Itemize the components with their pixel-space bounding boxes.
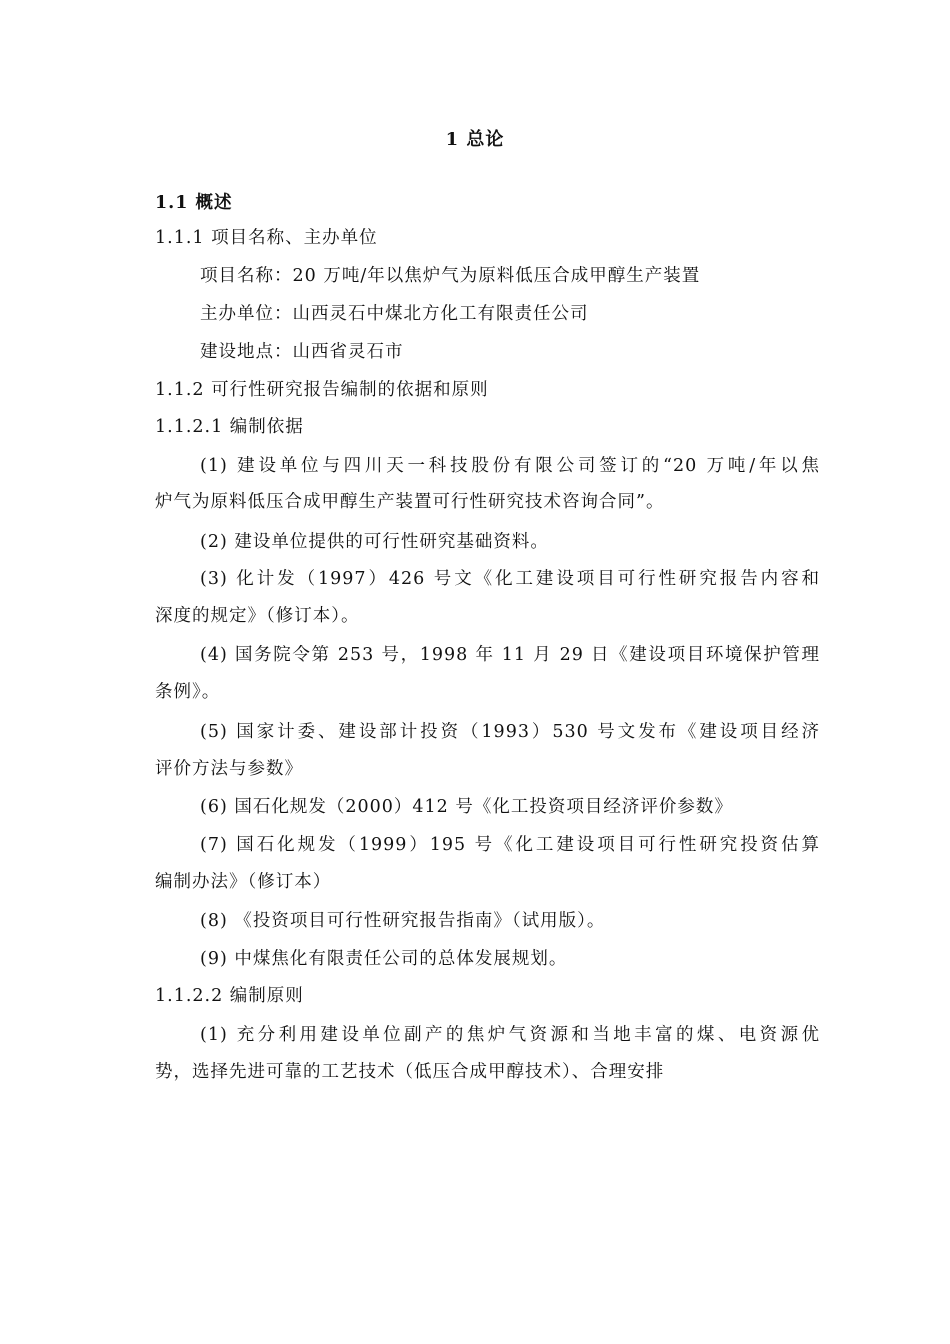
list-item: (9) 中煤焦化有限责任公司的总体发展规划。 <box>200 949 568 969</box>
subsubsection-heading: 1.1.2.1 编制依据 <box>155 417 304 437</box>
list-item-continuation: 炉气为原料低压合成甲醇生产装置可行性研究技术咨询合同”。 <box>155 492 665 512</box>
location-line: 建设地点：山西省灵石市 <box>200 342 404 362</box>
list-item-continuation: 条例》。 <box>155 682 221 702</box>
list-item-continuation: 编制办法》（修订本） <box>155 872 332 892</box>
section-heading: 1.1 概述 <box>155 193 233 213</box>
list-item-continuation: 势，选择先进可靠的工艺技术（低压合成甲醇技术）、合理安排 <box>155 1062 665 1082</box>
list-item: (1) 充分利用建设单位副产的焦炉气资源和当地丰富的煤、电资源优 <box>200 1025 820 1045</box>
list-item: (3) 化计发（1997）426 号文《化工建设项目可行性研究报告内容和 <box>200 569 820 589</box>
list-item: (1) 建设单位与四川天一科技股份有限公司签订的“20 万吨/年以焦 <box>200 456 820 476</box>
list-item: (4) 国务院令第 253 号，1998 年 11 月 29 日《建设项目环境保护管理 <box>200 645 820 665</box>
list-item: (5) 国家计委、建设部计投资（1993）530 号文发布《建设项目经济 <box>200 722 820 742</box>
list-item: (8) 《投资项目可行性研究报告指南》（试用版）。 <box>200 911 606 931</box>
project-name-line: 项目名称：20 万吨/年以焦炉气为原料低压合成甲醇生产装置 <box>200 266 701 286</box>
list-item: (6) 国石化规发（2000）412 号《化工投资项目经济评价参数》 <box>200 797 733 817</box>
subsubsection-heading: 1.1.2.2 编制原则 <box>155 986 304 1006</box>
list-item-continuation: 深度的规定》（修订本）。 <box>155 606 360 626</box>
subsection-heading: 1.1.1 项目名称、主办单位 <box>155 228 378 248</box>
sponsor-line: 主办单位：山西灵石中煤北方化工有限责任公司 <box>200 304 589 324</box>
list-item: (2) 建设单位提供的可行性研究基础资料。 <box>200 532 549 552</box>
subsection-heading: 1.1.2 可行性研究报告编制的依据和原则 <box>155 380 489 400</box>
chapter-title: 1 总论 <box>445 129 505 150</box>
list-item: (7) 国石化规发（1999）195 号《化工建设项目可行性研究投资估算 <box>200 835 820 855</box>
list-item-continuation: 评价方法与参数》 <box>155 759 303 779</box>
